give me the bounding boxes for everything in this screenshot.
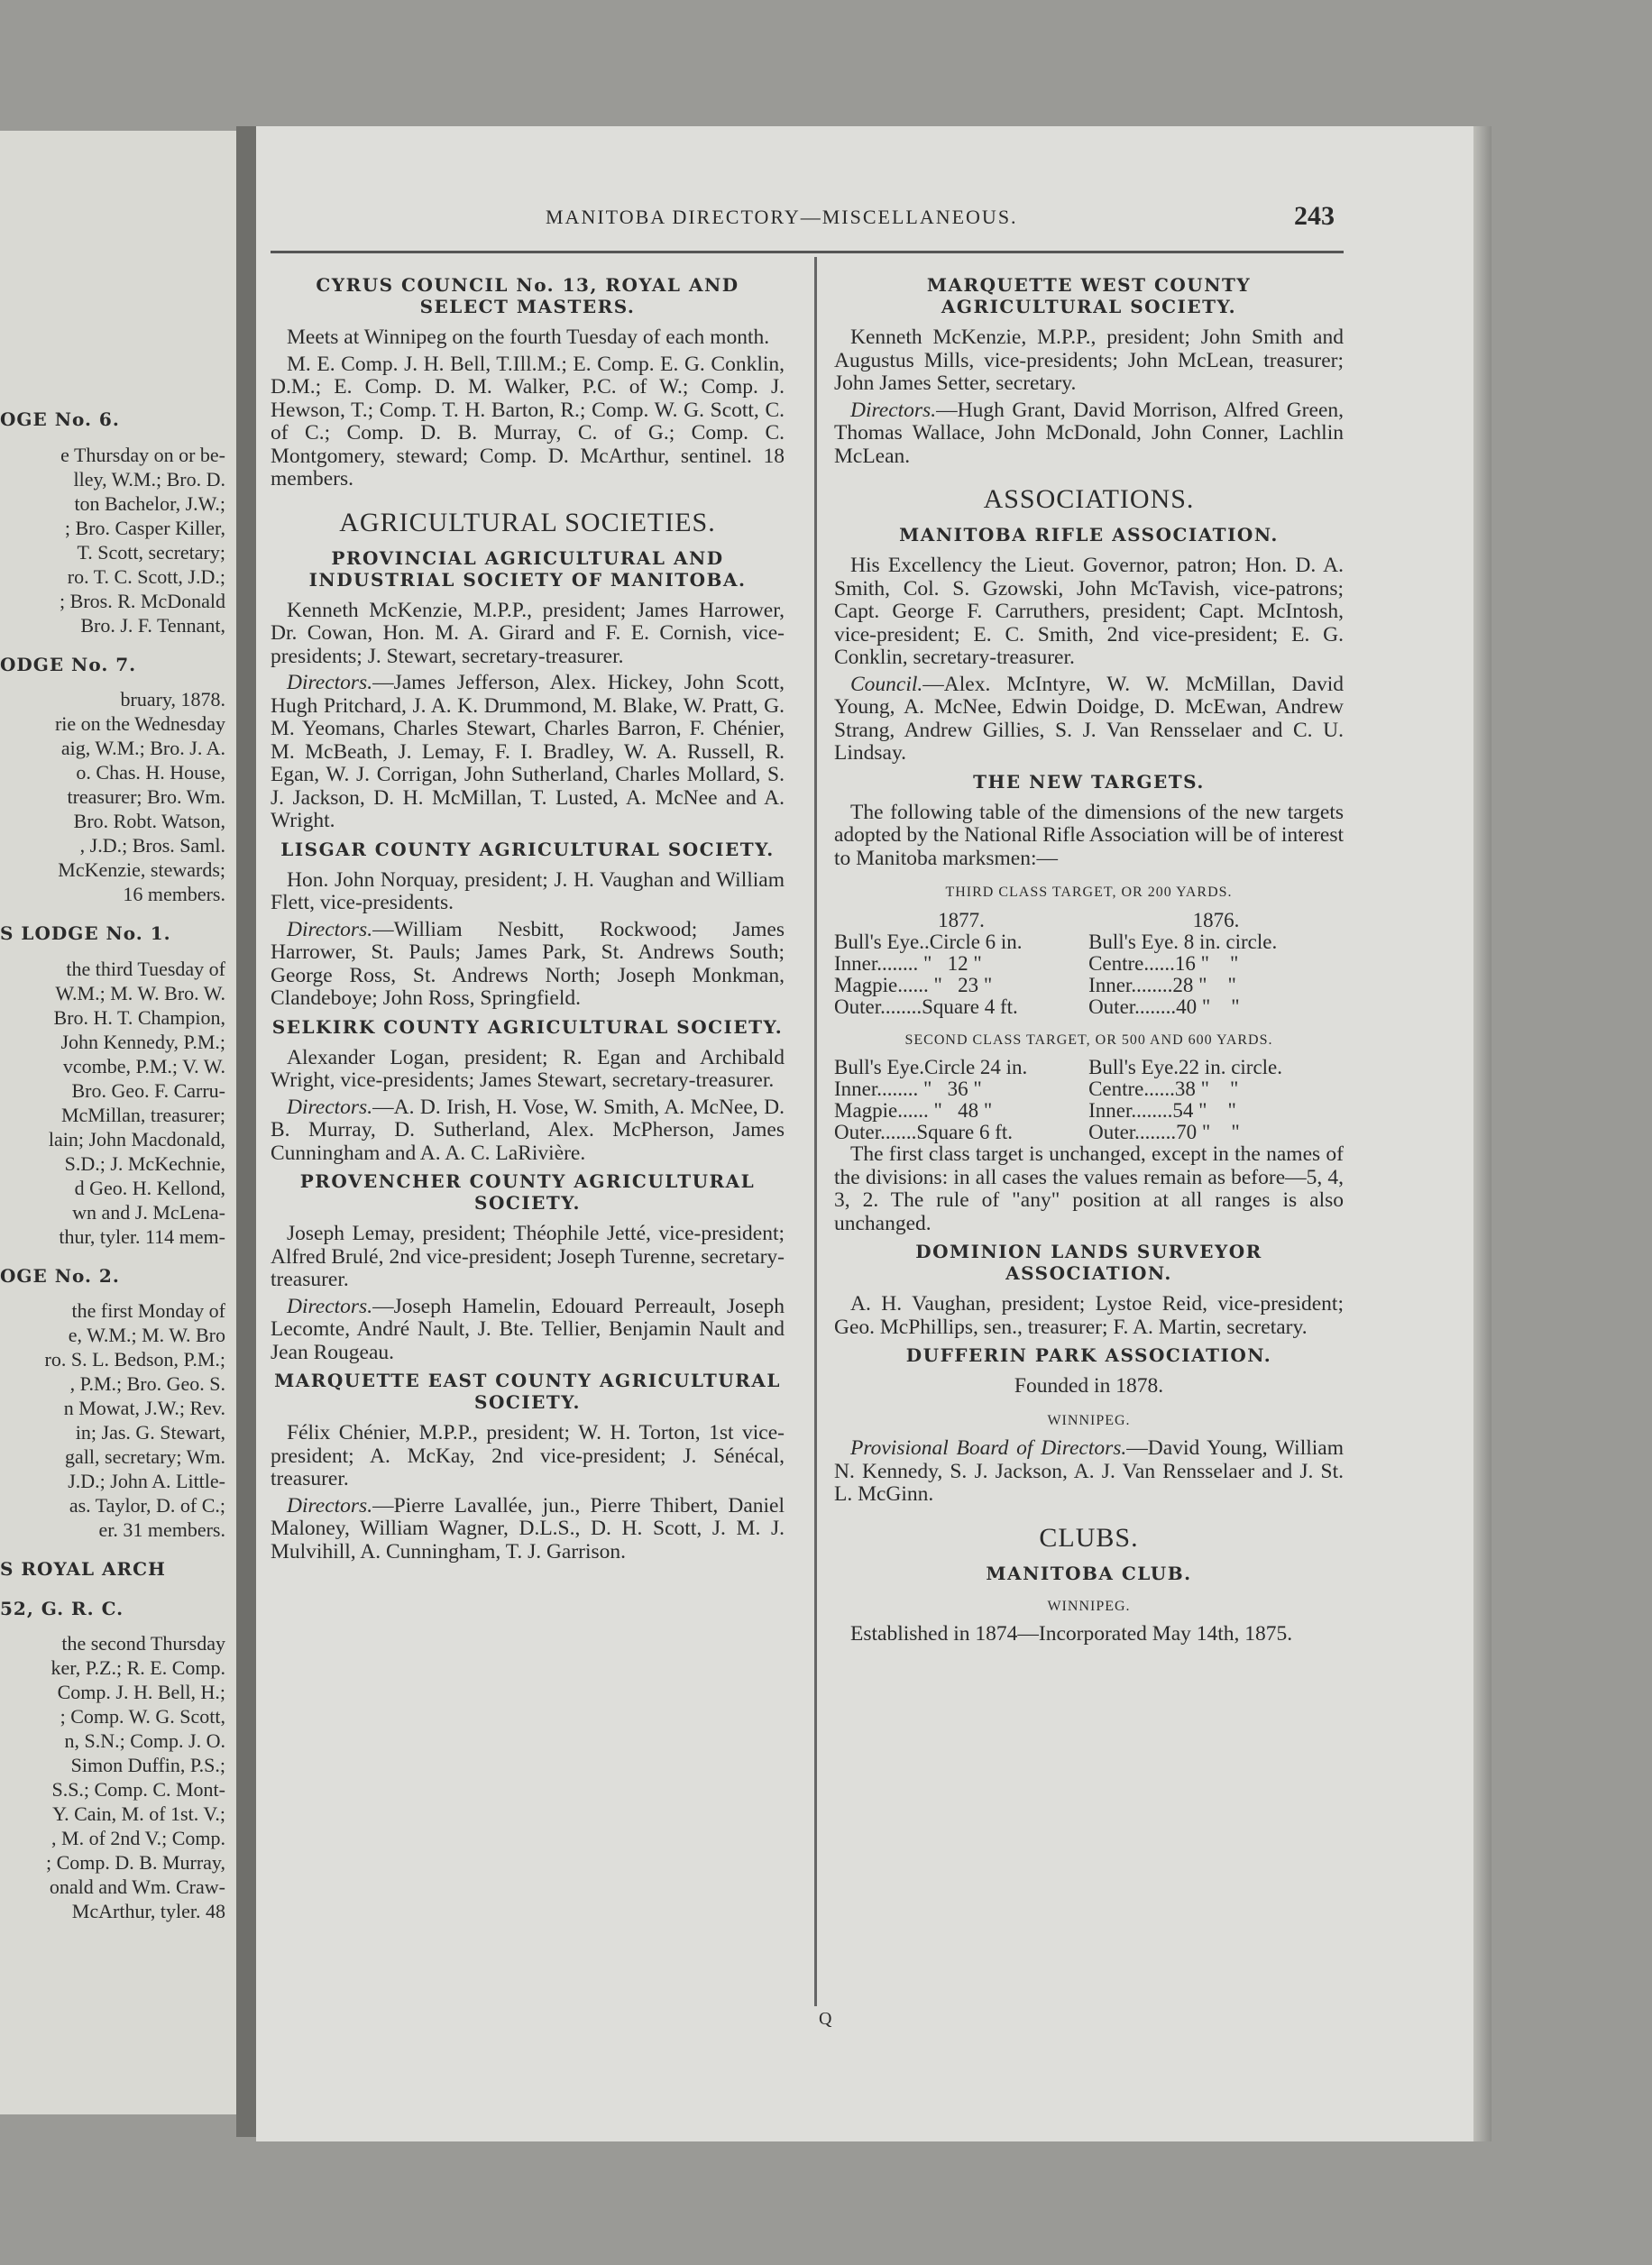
- book-gutter: [236, 126, 256, 2137]
- place-caption: WINNIPEG.: [1047, 1412, 1131, 1428]
- paragraph: Félix Chénier, M.P.P., president; W. H. Torton, 1st vice-president; A. McKay, 2nd vice-president; J. Sénécal, treasurer.: [271, 1421, 785, 1490]
- paragraph-lead: Directors.: [287, 1095, 373, 1119]
- paragraph-text: —James Jefferson, Alex. Hickey, John Scott, Hugh Pritchard, J. A. K. Drummond, M. Blake, W. Pratt, G. M. Yeomans, Charles Stewart, Charles Barron, F. Chénier, M. McBeath, J. Lemay, F. I. Bradley, W. A. Russell, R. Egan, W. J. Corrigan, John Sutherland, Charles Mollard, S. J. Jackson, D. H. McMillan, T. Lusted, A. McNee and A. Wright.: [271, 671, 785, 832]
- paragraph: Joseph Lemay, president; Théophile Jetté, vice-president; Alfred Brulé, 2nd vice-president; Joseph Turenne, secretary-treasurer.: [271, 1222, 785, 1291]
- section-heading: LISGAR COUNTY AGRICULTURAL SOCIETY.: [280, 838, 775, 860]
- paragraph-lead: Provisional Board of Directors.: [850, 1436, 1127, 1460]
- fragment-line: thur, tyler. 114 mem-: [59, 1224, 225, 1248]
- fragment-line: ker, P.Z.; R. E. Comp.: [50, 1656, 225, 1679]
- middle-column: [271, 269, 785, 1567]
- fragment-line: ro. T. C. Scott, J.D.;: [67, 564, 225, 588]
- fragment-line: Bro. J. F. Tennant,: [80, 613, 225, 637]
- third-class-table: [834, 910, 1344, 1018]
- second-class-caption: SECOND CLASS TARGET, OR 500 AND 600 YARDS.: [904, 1032, 1273, 1048]
- paragraph-text: —David Young, William N. Kennedy, S. J. Jackson, A. J. Van Rensselaer and J. St. L. McGinn.: [834, 1436, 1344, 1506]
- fragment-line: the second Thursday: [61, 1632, 225, 1655]
- table-cell: Inner........ " 12 ": [834, 951, 982, 975]
- year-1877: 1877.: [938, 908, 985, 931]
- table-row: [834, 931, 1344, 953]
- paragraph-lead: Directors.: [287, 917, 373, 941]
- section-heading: MANITOBA CLUB.: [986, 1562, 1192, 1584]
- table-cell: Inner........54 " ": [1088, 1099, 1236, 1122]
- fragment-line: in; Jas. G. Stewart,: [75, 1421, 225, 1444]
- second-class-table: [834, 1057, 1344, 1143]
- paragraph-lead: Directors.: [287, 1294, 373, 1318]
- paragraph-text: —William Nesbitt, Rockwood; James Harrower, St. Pauls; James Park, St. Andrews South; George Ross, St. Andrews North; Joseph Monkman, Clandeboye; John Ross, Springfield.: [271, 917, 785, 1010]
- left-page-column: [0, 392, 225, 1923]
- directors-paragraph: [271, 672, 785, 833]
- paragraph-lead: Directors.: [287, 1493, 373, 1518]
- directors-paragraph: [271, 1296, 785, 1365]
- directors-paragraph: [271, 1495, 785, 1564]
- fragment-line: Comp. J. H. Bell, H.;: [57, 1681, 225, 1703]
- fragment-line: , J.D.; Bros. Saml.: [79, 834, 225, 857]
- paragraph-lead: Council.: [850, 672, 923, 696]
- fragment-line: S.D.; J. McKechnie,: [64, 1151, 225, 1175]
- section-heading: PROVINCIAL AGRICULTURAL AND INDUSTRIAL SOCIETY OF MANITOBA.: [308, 546, 747, 591]
- fragment-line: ; Bros. R. McDonald: [60, 589, 225, 612]
- paragraph-text: —A. D. Irish, H. Vose, W. Smith, A. McNee, D. B. Murray, D. Sutherland, Alex. McPherson, James Cunningham and A. A. C. LaRivière.: [271, 1095, 785, 1165]
- table-row: [834, 1100, 1344, 1122]
- table-cell: Bull's Eye.22 in. circle.: [1088, 1056, 1283, 1078]
- table-cell: Outer........Square 4 ft.: [834, 995, 1018, 1018]
- table-cell: Centre......38 " ": [1088, 1077, 1239, 1100]
- right-column-bottom: [834, 1143, 1344, 1646]
- category-heading: AGRICULTURAL SOCIETIES.: [339, 507, 716, 537]
- fragment-line: Bro. Geo. F. Carru-: [71, 1078, 225, 1102]
- category-heading: ASSOCIATIONS.: [983, 484, 1195, 514]
- fragment-line: rie on the Wednesday: [54, 712, 225, 735]
- paragraph: Established in 1874—Incorporated May 14th, 1875.: [850, 1622, 1293, 1646]
- directors-paragraph: [834, 674, 1344, 766]
- column-rule: [814, 257, 817, 2006]
- paragraph-text: —Hugh Grant, David Morrison, Alfred Green, Thomas Wallace, John McDonald, John Conner, Lachlin McLean.: [834, 398, 1344, 468]
- fragment-line: Bro. Robt. Watson,: [73, 810, 225, 832]
- right-column-top: [834, 274, 1344, 870]
- section-heading: MARQUETTE EAST COUNTY AGRICULTURAL SOCIETY.: [274, 1370, 781, 1413]
- header-rule: [271, 251, 1344, 253]
- fragment-line: lain; John Macdonald,: [48, 1127, 225, 1151]
- paragraph: Kenneth McKenzie, M.P.P., president; John Smith and Augustus Mills, vice-presidents; John McLean, treasurer; John James Setter, secretary.: [834, 326, 1344, 395]
- section-heading: CYRUS COUNCIL No. 13, ROYAL AND SELECT MASTERS.: [316, 274, 739, 317]
- table-cell: Outer........70 " ": [1088, 1121, 1240, 1143]
- fragment-line: n Mowat, J.W.; Rev.: [63, 1397, 225, 1419]
- paragraph-text: —Alex. McIntyre, W. W. McMillan, David Young, A. McNee, Edwin Doidge, D. McEwan, Andrew Strang, Andrew Gillies, S. J. Van Rensselaer and C. U. Lindsay.: [834, 672, 1344, 765]
- section-heading: S LODGE No. 1.: [0, 922, 171, 944]
- fragment-line: e Thursday on or be-: [60, 443, 225, 466]
- section-heading: PROVENCHER COUNTY AGRICULTURAL SOCIETY.: [299, 1170, 756, 1214]
- section-heading: SELKIRK COUNTY AGRICULTURAL SOCIETY.: [271, 1015, 784, 1038]
- fragment-line: treasurer; Bro. Wm.: [67, 785, 225, 808]
- fragment-line: , M. of 2nd V.; Comp.: [51, 1827, 225, 1849]
- fragment-line: the third Tuesday of: [66, 957, 225, 980]
- year-1876: 1876.: [1192, 908, 1240, 931]
- paragraph: Alexander Logan, president; R. Egan and Archibald Wright, vice-presidents; James Stewart, secretary-treasurer.: [271, 1045, 785, 1092]
- fragment-line: wn and J. McLena-: [72, 1200, 225, 1224]
- table-cell: Magpie...... " 23 ": [834, 973, 993, 996]
- fragment-line: McKenzie, stewards;: [58, 858, 225, 881]
- fragment-line: vcombe, P.M.; V. W.: [62, 1054, 225, 1077]
- paragraph: M. E. Comp. J. H. Bell, T.Ill.M.; E. Comp. E. G. Conklin, D.M.; E. Comp. D. M. Walker, P.C. of W.; Comp. J. Hewson, T.; Comp. T. H. Barton, R.; Comp. W. G. Scott, C. of C.; Comp. D. B. Murray, C. of G.; Comp. C. Montgomery, steward; Comp. D. McArthur, sentinel. 18 members.: [271, 352, 785, 491]
- fragment-line: ton Bachelor, J.W.;: [74, 491, 225, 515]
- fragment-line: S.S.; Comp. C. Mont-: [51, 1778, 225, 1801]
- table-row: [834, 1078, 1344, 1100]
- place-caption: WINNIPEG.: [1047, 1598, 1131, 1614]
- fragment-line: aig, W.M.; Bro. J. A.: [60, 737, 225, 759]
- fragment-line: lley, W.M.; Bro. D.: [73, 467, 225, 491]
- fragment-line: bruary, 1878.: [120, 688, 225, 711]
- fragment-line: Bro. H. T. Champion,: [53, 1005, 225, 1029]
- fragment-line: J.D.; John A. Little-: [68, 1470, 225, 1492]
- left-page-fragment: [0, 131, 236, 2114]
- table-cell: Bull's Eye.Circle 24 in.: [834, 1056, 1028, 1078]
- fragment-line: e, W.M.; M. W. Bro: [68, 1324, 225, 1346]
- paragraph-lead: Directors.: [850, 398, 937, 422]
- table-row: [834, 953, 1344, 975]
- paragraph-text: —Joseph Hamelin, Edouard Perreault, Joseph Lecomte, André Nault, J. Bte. Tellier, Benjamin Nault and Jean Rougeau.: [271, 1294, 785, 1364]
- fragment-line: T. Scott, secretary;: [77, 540, 225, 564]
- section-heading: DUFFERIN PARK ASSOCIATION.: [905, 1344, 1272, 1366]
- table-cell: Outer........40 " ": [1088, 995, 1240, 1018]
- paragraph: A. H. Vaughan, president; Lystoe Reid, vice-president; Geo. McPhillips, sen., treasurer; F. A. Martin, secretary.: [834, 1292, 1344, 1339]
- fragment-line: o. Chas. H. House,: [76, 761, 225, 784]
- page-edge: [1473, 126, 1491, 2141]
- fragment-line: d Geo. H. Kellond,: [74, 1176, 225, 1199]
- signature-mark: Q: [819, 2009, 832, 2029]
- table-row: [834, 1057, 1344, 1078]
- right-column: [834, 269, 1344, 1650]
- paragraph-lead: Directors.: [287, 671, 373, 694]
- paragraph: Kenneth McKenzie, M.P.P., president; James Harrower, Dr. Cowan, Hon. M. A. Girard and F. E. Cornish, vice-presidents; J. Stewart, secretary-treasurer.: [271, 598, 785, 668]
- table-row: [834, 996, 1344, 1018]
- table-cell: Bull's Eye. 8 in. circle.: [1088, 930, 1278, 953]
- fragment-line: John Kennedy, P.M.;: [60, 1030, 225, 1053]
- table-row: [834, 1122, 1344, 1143]
- fragment-line: ; Comp. D. B. Murray,: [45, 1851, 225, 1874]
- paragraph-text: —Pierre Lavallée, jun., Pierre Thibert, Daniel Maloney, William Wagner, D.L.S., D. H. Scott, J. M. J. Mulvihill, A. Cunningham, T. J. Garrison.: [271, 1493, 785, 1563]
- fragment-line: Y. Cain, M. of 1st. V.;: [52, 1802, 225, 1825]
- section-heading: MANITOBA RIFLE ASSOCIATION.: [899, 524, 1279, 546]
- table-cell: Inner........28 " ": [1088, 973, 1236, 996]
- table-cell: Centre......16 " ": [1088, 951, 1239, 975]
- fragment-line: ; Bro. Casper Killer,: [64, 516, 225, 539]
- third-class-caption: THIRD CLASS TARGET, OR 200 YARDS.: [945, 885, 1233, 900]
- section-heading: DOMINION LANDS SURVEYOR ASSOCIATION.: [915, 1241, 1262, 1284]
- fragment-line: , P.M.; Bro. Geo. S.: [69, 1372, 225, 1395]
- table-cell: Inner........ " 36 ": [834, 1077, 982, 1100]
- table-row: [834, 975, 1344, 996]
- section-heading: 52, G. R. C.: [0, 1597, 124, 1619]
- fragment-line: McMillan, treasurer;: [60, 1103, 225, 1126]
- section-heading: OGE No. 2.: [0, 1264, 120, 1287]
- category-heading: CLUBS.: [1039, 1522, 1139, 1553]
- table-cell: Magpie...... " 48 ": [834, 1099, 993, 1122]
- section-heading: OGE No. 6.: [0, 408, 120, 430]
- fragment-line: W.M.; M. W. Bro. W.: [55, 981, 225, 1004]
- table-cell: Bull's Eye..Circle 6 in.: [834, 930, 1023, 953]
- section-heading: THE NEW TARGETS.: [973, 770, 1205, 793]
- section-heading: MARQUETTE WEST COUNTY AGRICULTURAL SOCIETY.: [926, 274, 1252, 317]
- fragment-line: ; Comp. W. G. Scott,: [60, 1705, 225, 1728]
- directors-paragraph: [834, 1437, 1344, 1507]
- fragment-line: n, S.N.; Comp. J. O.: [64, 1729, 225, 1752]
- fragment-line: the first Monday of: [71, 1299, 225, 1322]
- directors-paragraph: [834, 399, 1344, 469]
- running-head: MANITOBA DIRECTORY—MISCELLANEOUS.: [546, 206, 1018, 228]
- fragment-line: McArthur, tyler. 48: [71, 1900, 225, 1922]
- fragment-line: 16 members.: [123, 883, 225, 905]
- table-cell: Outer.......Square 6 ft.: [834, 1121, 1014, 1143]
- section-heading: ODGE No. 7.: [0, 653, 137, 675]
- targets-table: [834, 881, 1344, 1143]
- directors-paragraph: [271, 1096, 785, 1166]
- fragment-line: as. Taylor, D. of C.;: [69, 1494, 225, 1517]
- fragment-line: Simon Duffin, P.S.;: [70, 1754, 225, 1776]
- paragraph: The first class target is unchanged, except in the names of the divisions: in all cases the values remain as before—5, 4, 3, 2. The rule of "any" position at all ranges is also unchanged.: [834, 1142, 1344, 1235]
- paragraph: Hon. John Norquay, president; J. H. Vaughan and William Flett, vice-presidents.: [271, 867, 785, 914]
- fragment-line: er. 31 members.: [98, 1518, 225, 1541]
- fragment-line: ro. S. L. Bedson, P.M.;: [44, 1348, 225, 1371]
- fragment-line: onald and Wm. Craw-: [49, 1875, 225, 1898]
- fragment-line: gall, secretary; Wm.: [65, 1445, 225, 1468]
- paragraph: Meets at Winnipeg on the fourth Tuesday of each month.: [287, 326, 770, 349]
- section-heading: S ROYAL ARCH: [0, 1558, 166, 1580]
- centered-line: Founded in 1878.: [1014, 1374, 1164, 1398]
- directors-paragraph: [271, 919, 785, 1011]
- paragraph: The following table of the dimensions of the new targets adopted by the National Rifle Association will be of interest to Manitoba marksmen:—: [834, 800, 1344, 870]
- paragraph: His Excellency the Lieut. Governor, patron; Hon. D. A. Smith, Col. S. Gzowski, John McTavish, vice-patrons; Capt. George F. Carruthers, president; Capt. McIntosh, vice-president; E. C. Smith, 2nd vice-president; E. G. Conklin, secretary-treasurer.: [834, 554, 1344, 669]
- page-number: 243: [1294, 201, 1335, 231]
